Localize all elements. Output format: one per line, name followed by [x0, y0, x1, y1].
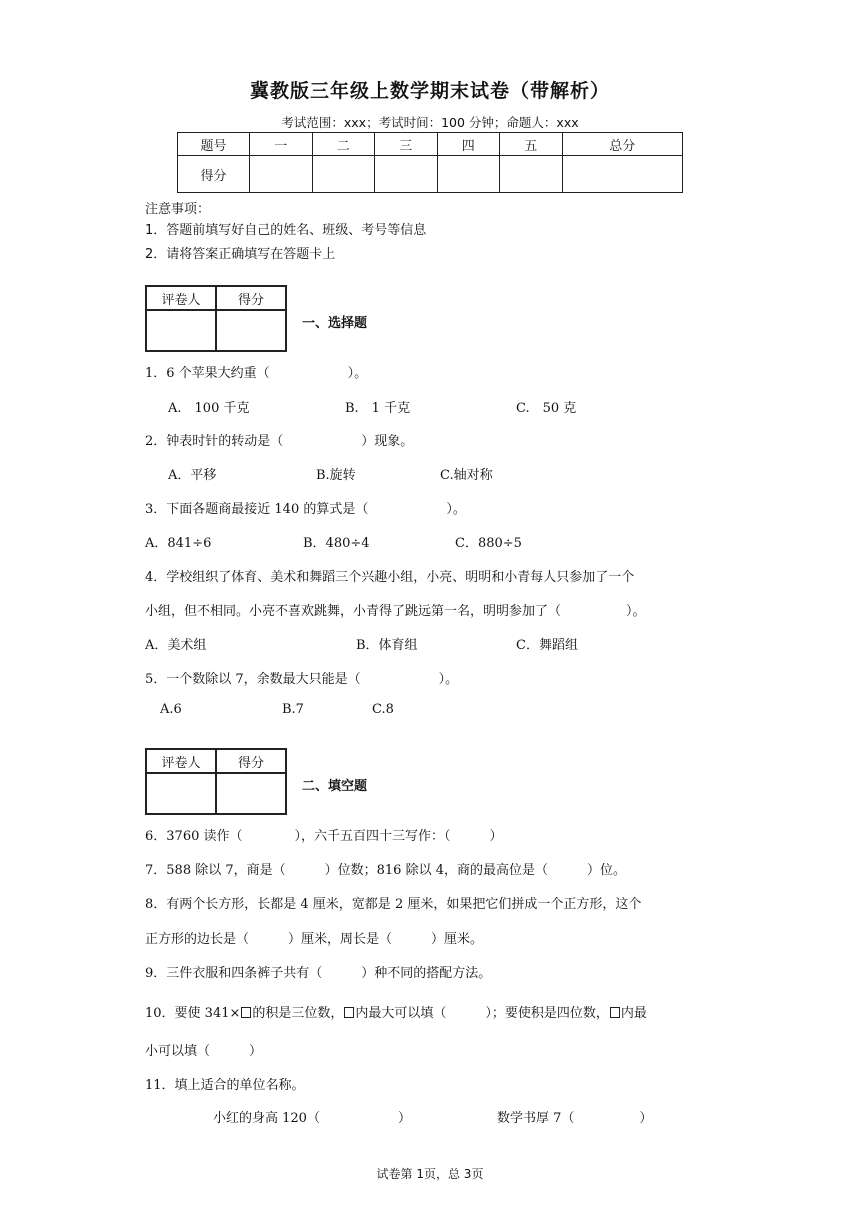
- score-cell[interactable]: [500, 156, 563, 193]
- question-2: 2．钟表时针的转动是（ ）现象。: [145, 434, 414, 449]
- grader-reviewer-cell[interactable]: [146, 310, 216, 351]
- section-title: 一、选择题: [302, 316, 368, 331]
- grader-reviewer-label: 评卷人: [146, 749, 216, 773]
- square-blank-icon: [241, 1007, 251, 1018]
- section-title: 二、填空题: [302, 779, 368, 794]
- question-text: 的积是三位数，: [252, 1006, 344, 1021]
- question-8-line-1: 8．有两个长方形，长都是 4 厘米，宽都是 2 厘米，如果把它们拼成一个正方形，这个: [145, 897, 642, 912]
- option-b[interactable]: B．体育组: [356, 638, 418, 653]
- option-b[interactable]: B.7: [282, 702, 304, 717]
- score-cell[interactable]: [562, 156, 683, 193]
- exam-info: 考试范围：xxx；考试时间：100 分钟；命题人：xxx: [281, 115, 579, 130]
- score-row-label: 得分: [178, 156, 250, 193]
- grader-score-cell[interactable]: [216, 310, 286, 351]
- option-a[interactable]: A．841÷6: [145, 536, 212, 551]
- grader-reviewer-label: 评卷人: [146, 286, 216, 310]
- grader-box: [145, 285, 287, 352]
- question-1: 1．6 个苹果大约重（ ）。: [145, 366, 368, 381]
- question-10-line-1: [145, 1002, 647, 1021]
- question-text: 内最大可以填（ ）；要使积是四位数，: [355, 1006, 609, 1021]
- score-table-header: 五: [500, 133, 563, 156]
- question-4-line-1: 4．学校组织了体育、美术和舞蹈三个兴趣小组，小亮、明明和小青每人只参加了一个: [145, 570, 635, 585]
- exam-title: 冀教版三年级上数学期末试卷（带解析）: [249, 80, 610, 102]
- score-cell[interactable]: [250, 156, 313, 193]
- question-11-item: 数学书厚 7（ ）: [497, 1111, 653, 1126]
- option-c[interactable]: C.8: [372, 702, 394, 717]
- page-footer: 试卷第 1页，总 3页: [376, 1167, 484, 1181]
- question-text: 内最: [620, 1006, 647, 1021]
- option-c[interactable]: C. 50 克: [516, 401, 577, 416]
- question-11-item: 小红的身高 120（ ）: [213, 1111, 411, 1126]
- square-blank-icon: [344, 1007, 354, 1018]
- score-table-header: 二: [312, 133, 375, 156]
- question-3: 3．下面各题商最接近 140 的算式是（ ）。: [145, 502, 466, 517]
- note-item: 1．答题前填写好自己的姓名、班级、考号等信息: [145, 223, 427, 238]
- grader-score-label: 得分: [216, 749, 286, 773]
- option-c[interactable]: C．舞蹈组: [516, 638, 578, 653]
- grader-box: [145, 748, 287, 815]
- score-table-header: 一: [250, 133, 313, 156]
- question-6: 6．3760 读作（ ），六千五百四十三写作：（ ）: [145, 829, 503, 844]
- note-item: 2．请将答案正确填写在答题卡上: [145, 247, 336, 262]
- score-cell[interactable]: [437, 156, 500, 193]
- square-blank-icon: [610, 1007, 620, 1018]
- option-b[interactable]: B. 1 千克: [345, 401, 411, 416]
- question-4-line-2: 小组，但不相同。小亮不喜欢跳舞，小青得了跳远第一名，明明参加了（ ）。: [145, 604, 646, 619]
- option-a[interactable]: A. 100 千克: [168, 401, 250, 416]
- question-9: 9．三件衣服和四条裤子共有（ ）种不同的搭配方法。: [145, 966, 492, 981]
- question-8-line-2: 正方形的边长是（ ）厘米，周长是（ ）厘米。: [145, 932, 484, 947]
- score-table-header: 四: [437, 133, 500, 156]
- score-table-header: 三: [375, 133, 438, 156]
- question-text: 10．要使 341×: [145, 1006, 241, 1021]
- option-a[interactable]: A．美术组: [145, 638, 207, 653]
- score-cell[interactable]: [375, 156, 438, 193]
- option-c[interactable]: C.轴对称: [440, 468, 493, 483]
- option-b[interactable]: B.旋转: [316, 468, 356, 483]
- score-cell[interactable]: [312, 156, 375, 193]
- option-a[interactable]: A.6: [160, 702, 182, 717]
- question-11: 11．填上适合的单位名称。: [145, 1078, 305, 1093]
- grader-score-cell[interactable]: [216, 773, 286, 814]
- notes-title: 注意事项：: [145, 202, 211, 217]
- score-table: [177, 132, 683, 193]
- grader-reviewer-cell[interactable]: [146, 773, 216, 814]
- grader-score-label: 得分: [216, 286, 286, 310]
- option-b[interactable]: B．480÷4: [303, 536, 370, 551]
- score-table-header: 题号: [178, 133, 250, 156]
- score-table-header: 总分: [562, 133, 683, 156]
- option-a[interactable]: A．平移: [168, 468, 217, 483]
- question-10-line-2: 小可以填（ ）: [145, 1044, 263, 1059]
- option-c[interactable]: C．880÷5: [455, 536, 522, 551]
- question-7: 7．588 除以 7，商是（ ）位数；816 除以 4，商的最高位是（ ）位。: [145, 863, 626, 878]
- question-5: 5．一个数除以 7，余数最大只能是（ ）。: [145, 672, 459, 687]
